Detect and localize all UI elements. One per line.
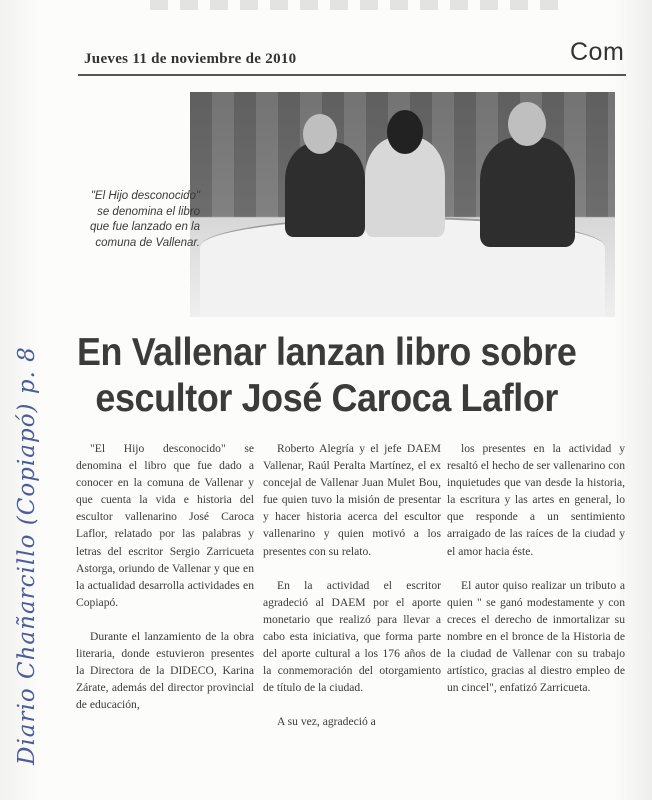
section-tag: Com (570, 38, 625, 66)
article-column-1 (76, 440, 254, 713)
header-rule (78, 74, 626, 76)
paragraph: A su vez, agradeció a (277, 715, 376, 729)
article-headline: En Vallenar lanzan libro sobre escultor José Caroca Laflor (76, 331, 577, 420)
paragraph: Roberto Alegría y el jefe DAEM Vallenar, Raúl Peralta Martínez, el ex concejal de Vallenar Juan Mulet Bou, fue quien tuvo la misión de presentar y hacer historia acerca del escultor vallenarino y quien motivó a los presentes con su relato. (263, 442, 441, 558)
paragraph: En la actividad el escritor agradeció al DAEM por el aporte monetario que realizó para llevar a cabo esta iniciativa, que forma parte del aporte cultural a los 176 años de la conmemoración del otorgamiento de título de la ciudad. (263, 578, 441, 695)
handwritten-source-note: Diario Chañarcillo (Copiapó) p. 8 (14, 346, 40, 765)
article-photo (190, 92, 615, 317)
article-column-3 (447, 440, 625, 696)
paragraph: "El Hijo desconocido" se denomina el libro que fue dado a conocer en la comuna de Vallenar y que cuenta la vida e historia del escultor vallenarino José Caroca Laflor, relatado por las palabras y letras del escritor Sergio Zarricueta Astorga, oriundo de Vallenar y que en la actualidad desarrolla actividades en Copiapó. (76, 442, 254, 609)
photo-head-left (303, 114, 337, 154)
paragraph: los presentes en la actividad y resaltó el hecho de ser vallenarino con inquietudes que van desde la historia, la escritura y las artes en general, lo que responde a un sentimiento arraigado de las raíces de la ciudad y el amor hacia éste. (447, 442, 625, 558)
photo-head-center (387, 110, 423, 154)
paragraph: El autor quiso realizar un tributo a quien " se ganó modestamente y con creces el derecho de inmortalizar su nombre en el bronce de la Historia de la ciudad de Vallenar con su trabajo artístico, gracias al diestro empleo de un cincel", enfatizó Zarricueta. (447, 578, 625, 695)
photo-caption: "El Hijo desconocido" se denomina el libro que fue lanzado en la comuna de Vallenar. (90, 190, 200, 249)
paragraph: Durante el lanzamiento de la obra literaria, donde estuvieron presentes la Directora de la DIDECO, Karina Zárate, además del director provincial de educación, (76, 629, 254, 712)
previous-page-bleed (150, 0, 570, 10)
photo-head-right (508, 102, 546, 146)
photo-person-left (285, 142, 365, 237)
article-column-2 (263, 440, 441, 730)
photo-person-right (480, 137, 575, 247)
publication-date: Jueves 11 de noviembre de 2010 (84, 51, 297, 67)
